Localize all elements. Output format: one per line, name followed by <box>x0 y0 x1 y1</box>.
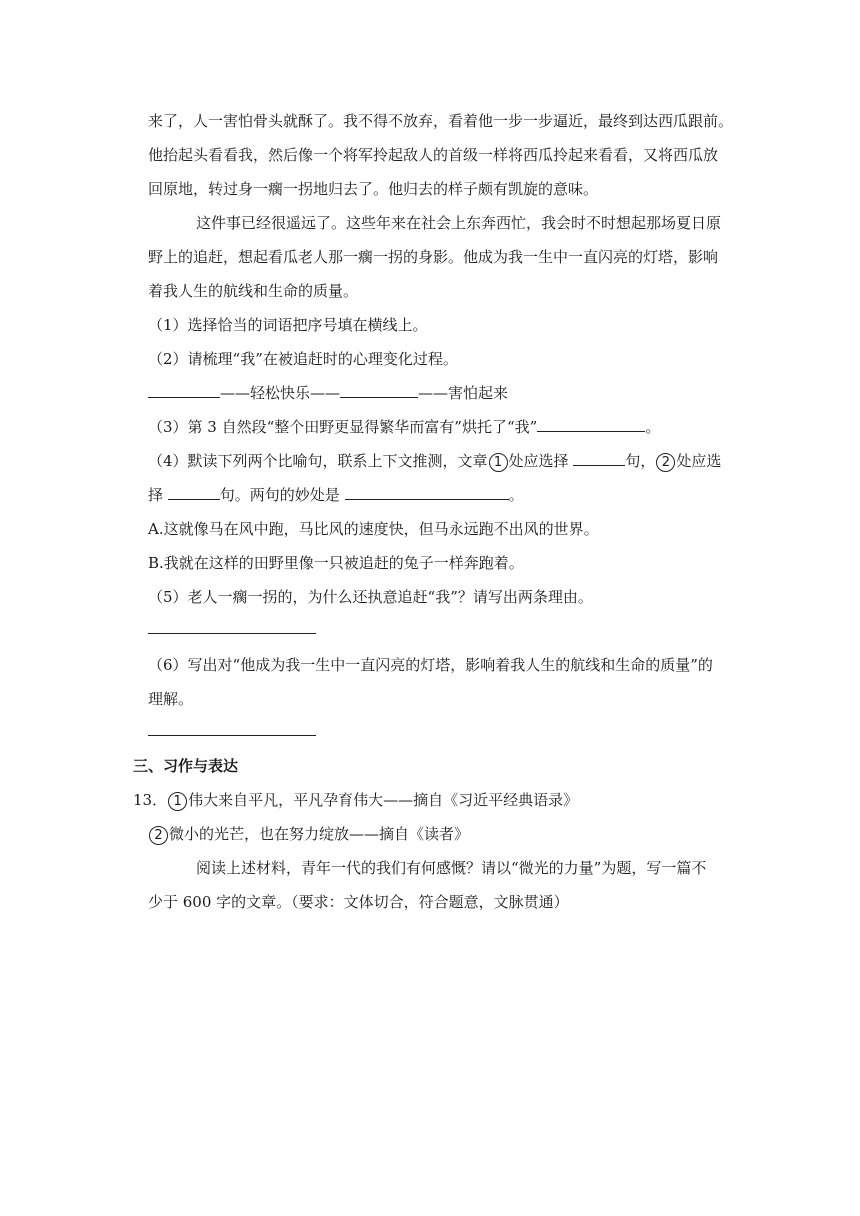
circled-number: 1 <box>168 792 187 811</box>
passage-line: 野上的追赶，想起看瓜老人那一瘸一拐的身影。他成为我一生中一直闪亮的灯塔，影响 <box>148 248 719 266</box>
answer-blank[interactable] <box>345 485 509 500</box>
writing-prompt-line-2: 少于 600 字的文章。（要求：文体切合，符合题意，文脉贯通） <box>148 893 569 911</box>
question-4-text: 处应选择 <box>508 452 574 470</box>
question-13-line-2 <box>148 824 469 844</box>
question-number: 13． <box>133 791 168 809</box>
passage-line: 回原地，转过身一瘸一拐地归去了。他归去的样子颇有凯旋的意味。 <box>148 180 599 198</box>
answer-blank[interactable] <box>573 451 625 466</box>
option-a: A.这就像马在风中跑，马比风的速度快，但马永远跑不出风的世界。 <box>148 520 599 538</box>
question-5: （5）老人一瘸一拐的，为什么还执意追赶“我”？请写出两条理由。 <box>148 588 593 606</box>
question-4-text: （4）默读下列两个比喻句，联系上下文推测，文章 <box>148 452 488 470</box>
answer-blank[interactable] <box>148 383 220 398</box>
question-13-line-1 <box>133 790 578 810</box>
section-title: 三、习作与表达 <box>133 757 239 775</box>
question-4-text: 择 <box>148 486 168 504</box>
passage-line: 这件事已经很遥远了。这些年来在社会上东奔西忙，我会时不时想起那场夏日原 <box>196 214 722 232</box>
question-2: （2）请梳理“我”在被追赶时的心理变化过程。 <box>148 350 458 368</box>
question-4-text: 句。两句的妙处是 <box>219 486 345 504</box>
chain-middle-text: ——轻松快乐—— <box>220 384 341 402</box>
question-4-line-2 <box>148 485 524 505</box>
answer-blank[interactable] <box>340 383 418 398</box>
chain-end-text: ——害怕起来 <box>418 384 509 402</box>
circled-number: 1 <box>489 453 508 472</box>
question-6-line-1: （6）写出对“他成为我一生中一直闪亮的灯塔，影响着我人生的航线和生命的质量”的 <box>148 656 713 674</box>
question-4-text: 。 <box>508 486 524 504</box>
answer-line[interactable] <box>148 735 316 736</box>
option-b: B.我就在这样的田野里像一只被追赶的兔子一样奔跑着。 <box>148 554 524 572</box>
question-1: （1）选择恰当的词语把序号填在横线上。 <box>148 316 428 334</box>
writing-prompt-line-1: 阅读上述材料，青年一代的我们有何感慨？请以“微光的力量”为题，写一篇不 <box>196 859 707 877</box>
circled-number: 2 <box>656 453 675 472</box>
question-4-text: 处应选 <box>676 452 722 470</box>
answer-blank[interactable] <box>168 485 220 500</box>
passage-line: 着我人生的航线和生命的质量。 <box>148 282 359 300</box>
question-2-chain <box>148 383 508 403</box>
passage-line: 他抬起头看看我，然后像一个将军拎起敌人的首级一样将西瓜拎起来看看，又将西瓜放 <box>148 146 719 164</box>
passage-line: 来了，人一害怕骨头就酥了。我不得不放弃，看着他一步一步逼近，最终到达西瓜跟前。 <box>148 112 734 130</box>
question-3-end: 。 <box>645 418 661 436</box>
circled-number: 2 <box>149 826 168 845</box>
question-3-text: （3）第 3 自然段“整个田野更显得繁华而富有”烘托了“我” <box>148 418 538 436</box>
answer-blank[interactable] <box>537 417 645 432</box>
question-4-text: 句， <box>625 452 656 470</box>
question-4-line-1 <box>148 451 721 471</box>
material-1-text: 伟大来自平凡，平凡孕育伟大——摘自《习近平经典语录》 <box>188 791 579 809</box>
question-6-line-2: 理解。 <box>148 690 194 708</box>
question-3 <box>148 417 660 437</box>
answer-line[interactable] <box>148 633 316 634</box>
material-2-text: 微小的光芒，也在努力绽放——摘自《读者》 <box>169 825 470 843</box>
